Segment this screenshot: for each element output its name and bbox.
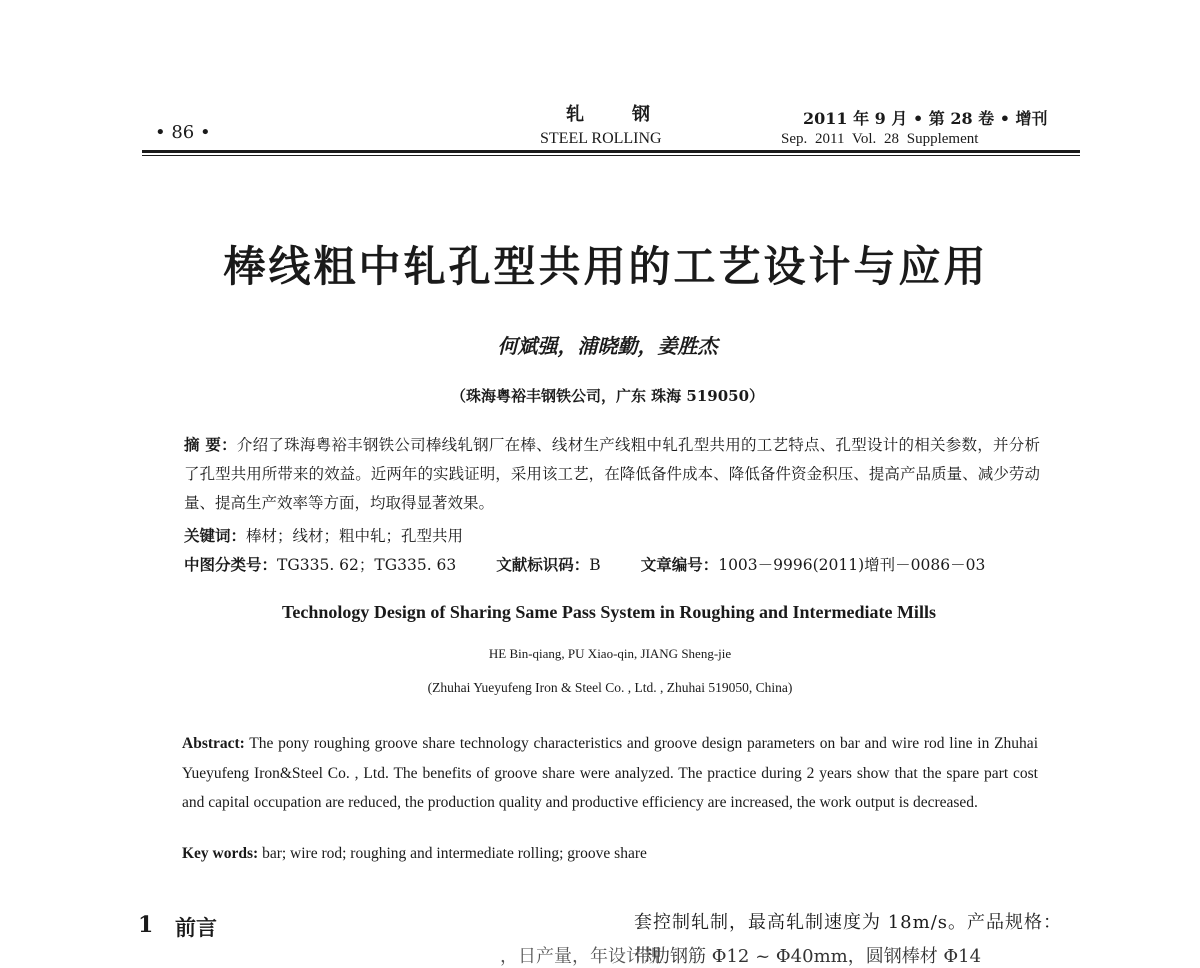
abstract-cn: [184, 430, 1040, 518]
keywords-cn-label: 关键词：: [184, 526, 247, 545]
page-number: • 86 •: [155, 122, 211, 143]
authors-en: HE Bin-qiang, PU Xiao-qin, JIANG Sheng-jie: [488, 646, 732, 661]
abstract-cn-text: 介绍了珠海粤裕丰钢铁公司棒线轧钢厂在棒、线材生产线粗中轧孔型共用的工艺特点、孔型设计的相关参数，并分析了孔型共用所带来的效益。近两年的实践证明，采用该工艺，在降低备件成本、降低备件资金积压、提高产品质量、减少劳动量、提高生产效率等方面，均取得显著效果。: [184, 436, 1040, 512]
paper-title-cn: 棒线粗中轧孔型共用的工艺设计与应用: [223, 242, 989, 291]
abstract-en-label: Abstract:: [182, 735, 245, 752]
header-rule-thin: [142, 155, 1080, 156]
keywords-en-label: Key words:: [182, 845, 259, 862]
issue-info-cn: 2011 年 9 月 • 第 28 卷 • 增刊: [803, 109, 1048, 128]
right-column-line-2: 带肋钢筋 Φ12 ~ Φ40mm，圆钢棒材 Φ14: [634, 946, 982, 967]
affiliation-en: (Zhuhai Yueyufeng Iron & Steel Co. , Ltd. , Zhuhai 519050, China): [427, 680, 793, 695]
doccode-label: 文献标识码：: [496, 555, 590, 574]
keywords-cn: [184, 524, 463, 546]
section-number: 1: [138, 912, 154, 938]
keywords-cn-text: 棒材；线材；粗中轧；孔型共用: [246, 527, 464, 545]
section-title: 前言: [175, 916, 217, 940]
classification-line: [184, 553, 985, 575]
article-value: 1003－9996(2011)增刊－0086－03: [718, 556, 986, 574]
abstract-cn-label: 摘 要：: [184, 435, 237, 454]
issue-info-en: Sep. 2011 Vol. 28 Supplement: [781, 131, 979, 147]
right-column-line-1: 套控制轧制，最高轧制速度为 18m/s。产品规格：: [634, 912, 1062, 933]
journal-title-cn: 轧钢: [566, 104, 698, 125]
authors-cn: 何斌强，浦晓勤，姜胜杰: [497, 334, 718, 358]
abstract-en: [182, 729, 1038, 818]
article-label: 文章编号：: [640, 555, 719, 574]
class-label: 中图分类号：: [184, 555, 278, 574]
left-column-line-partial: ，日产量，年设计规: [500, 946, 662, 967]
journal-title-en: STEEL ROLLING: [540, 130, 662, 147]
affiliation-cn: （珠海粤裕丰钢铁公司，广东 珠海 519050）: [450, 387, 765, 405]
header-rule-thick: [142, 150, 1080, 153]
keywords-en: [182, 845, 647, 863]
abstract-en-text: The pony roughing groove share technology characteristics and groove design parameters on bar and wire rod line in Zhuhai Yueyufeng Iron&Steel Co. , Ltd. The benefits of groove share were analyzed. The practice during 2 years show that the spare part cost and capital occupation are reduced, the production quality and productive efficiency are increased, the work output is decreased.: [182, 735, 1038, 811]
class-value: TG335. 62；TG335. 63: [277, 556, 457, 574]
paper-title-en: Technology Design of Sharing Same Pass System in Roughing and Intermediate Mills: [282, 602, 936, 622]
keywords-en-text: bar; wire rod; roughing and intermediate rolling; groove share: [258, 845, 647, 862]
doccode-value: B: [589, 556, 601, 574]
